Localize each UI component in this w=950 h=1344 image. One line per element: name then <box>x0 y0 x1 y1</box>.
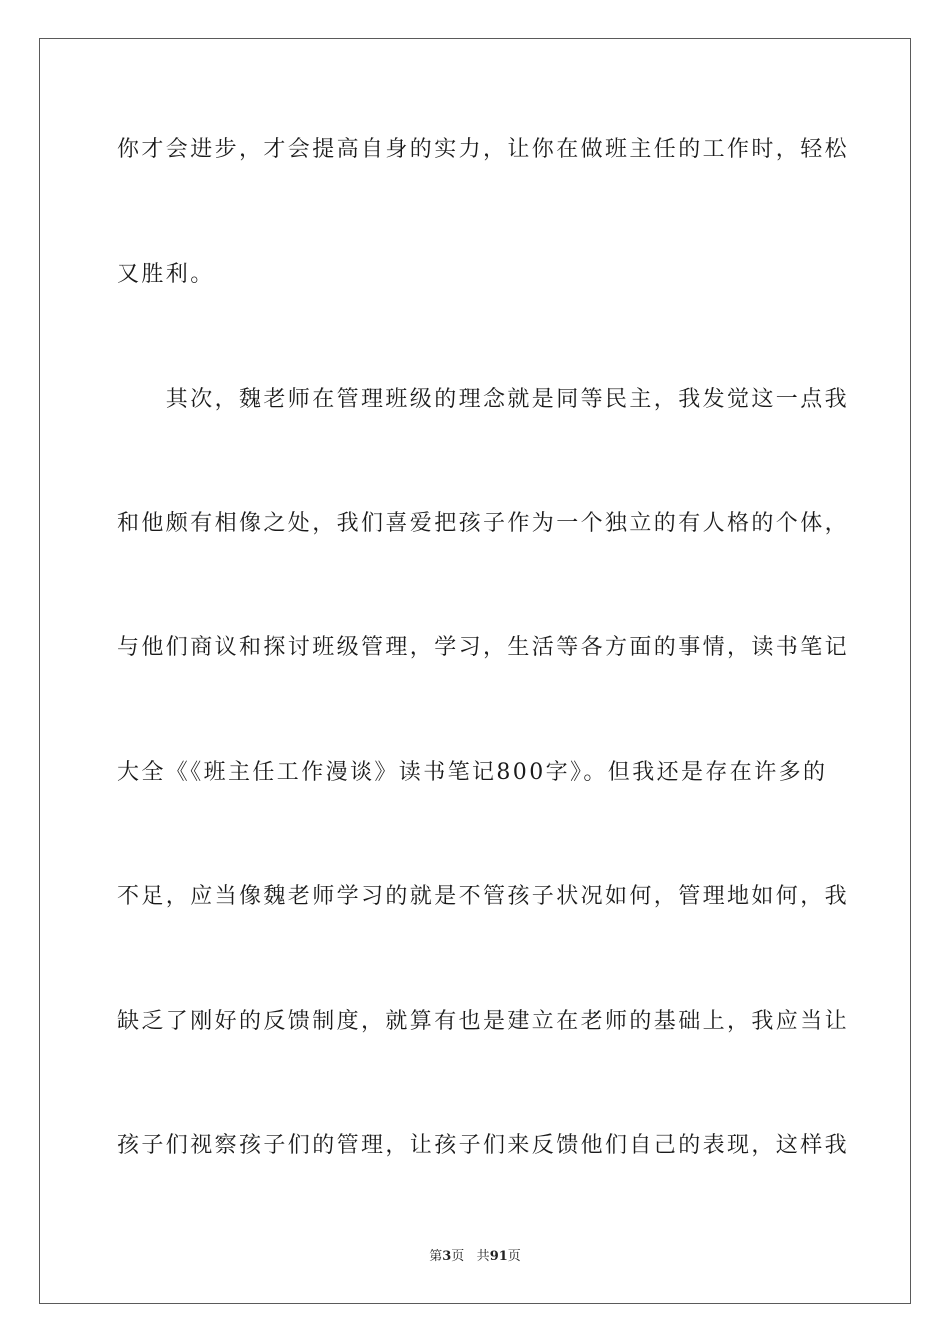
body-text-line: 孩子们视察孩子们的管理，让孩子们来反馈他们自己的表现，这样我 <box>117 1133 850 1158</box>
total-label-prefix: 共 <box>476 1249 490 1264</box>
body-text-line: 和他颇有相像之处，我们喜爱把孩子作为一个独立的有人格的个体， <box>117 511 850 536</box>
page-label-suffix: 页 <box>451 1249 465 1264</box>
body-text-line: 与他们商议和探讨班级管理，学习，生活等各方面的事情，读书笔记 <box>117 635 850 660</box>
page-footer <box>0 1248 950 1266</box>
body-text-line: 大全《《班主任工作漫谈》读书笔记800字》。但我还是存在许多的 <box>117 760 828 785</box>
body-text-line: 不足，应当像魏老师学习的就是不管孩子状况如何，管理地如何，我 <box>117 884 850 909</box>
body-text-line: 缺乏了刚好的反馈制度，就算有也是建立在老师的基础上，我应当让 <box>117 1009 850 1034</box>
current-page-number: 3 <box>442 1249 452 1264</box>
total-page-count: 91 <box>489 1249 508 1264</box>
paragraph-start-line: 其次，魏老师在管理班级的理念就是同等民主，我发觉这一点我 <box>117 387 850 412</box>
page-label-prefix: 第 <box>429 1249 443 1264</box>
body-text-line: 你才会进步，才会提高自身的实力，让你在做班主任的工作时，轻松 <box>117 137 850 162</box>
page-border <box>39 38 911 1304</box>
body-text-line: 又胜利。 <box>117 262 215 287</box>
total-label-suffix: 页 <box>507 1249 521 1264</box>
